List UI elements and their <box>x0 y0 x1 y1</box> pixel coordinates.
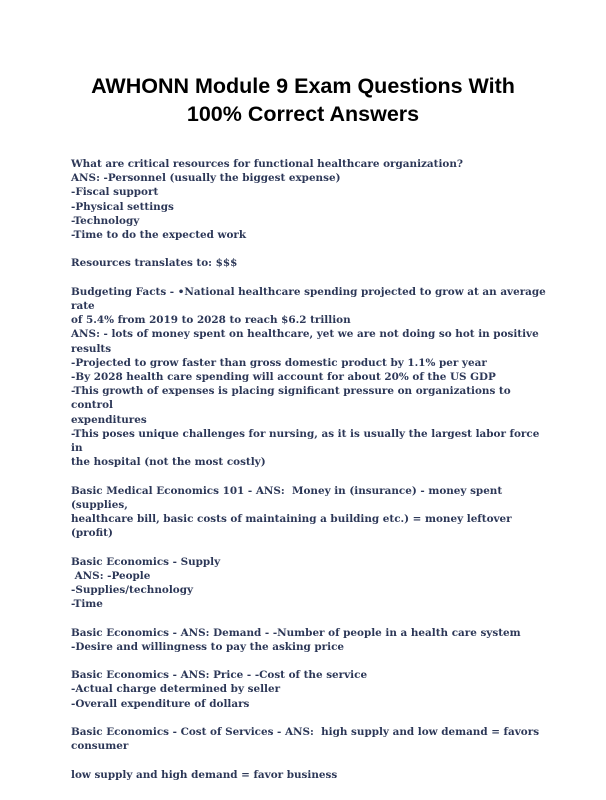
text-line: -Overall expenditure of dollars <box>71 697 250 710</box>
text-line: -Actual charge determined by seller <box>71 683 281 696</box>
text-line: -Time <box>71 598 103 611</box>
qa-block <box>71 256 551 270</box>
qa-block <box>71 626 551 654</box>
page-title-line: AWHONN Module 9 Exam Questions With <box>91 74 515 98</box>
qa-block <box>71 725 551 753</box>
text-line: -Fiscal support <box>71 186 159 199</box>
text-line: ANS: -Personnel (usually the biggest expense) <box>71 172 341 185</box>
qa-block <box>71 555 551 612</box>
qa-block <box>71 668 551 711</box>
text-line: results <box>71 342 112 355</box>
text-line: Basic Economics - Supply <box>71 555 221 568</box>
qa-block <box>71 768 551 782</box>
qa-block <box>71 157 551 242</box>
text-line: -Projected to grow faster than gross domestic product by 1.1% per year <box>71 356 487 369</box>
text-line: Basic Medical Economics 101 - ANS: Money in (insurance) - money spent (supplies, <box>71 484 506 511</box>
text-line: Basic Economics - Cost of Services - ANS: high supply and low demand = favors <box>71 726 540 739</box>
text-line: Resources translates to: $$$ <box>71 257 238 270</box>
text-line: What are critical resources for functional healthcare organization? <box>71 158 463 170</box>
text-line: -This growth of expenses is placing significant pressure on organizations to control <box>71 385 515 412</box>
document-body <box>71 157 551 796</box>
text-line: of 5.4% from 2019 to 2028 to reach $6.2 trillion <box>71 314 351 327</box>
text-line: -Desire and willingness to pay the asking price <box>71 640 345 653</box>
text-line: Basic Economics - ANS: Price - -Cost of the service <box>71 669 368 682</box>
text-line: low supply and high demand = favor business <box>71 768 338 781</box>
text-line: -Time to do the expected work <box>71 229 247 242</box>
text-line: Budgeting Facts - •National healthcare spending projected to grow at an average rate <box>71 285 550 312</box>
text-line: -This poses unique challenges for nursing, as it is usually the largest labor force in <box>71 427 543 455</box>
text-line: ANS: - lots of money spent on healthcare, yet we are not doing so hot in positive <box>71 328 539 341</box>
text-line: -Physical settings <box>71 200 174 213</box>
page-title <box>40 72 566 128</box>
text-line: healthcare bill, basic costs of maintaining a building etc.) = money leftover (profit) <box>71 513 516 540</box>
text-line: expenditures <box>71 413 147 426</box>
text-line: -Technology <box>71 214 140 227</box>
text-line: Basic Economics - ANS: Demand - -Number of people in a health care system <box>71 626 521 639</box>
text-line: ANS: -People <box>71 569 151 582</box>
text-line: the hospital (not the most costly) <box>71 456 266 469</box>
qa-block <box>71 285 551 470</box>
text-line: -By 2028 health care spending will account for about 20% of the US GDP <box>71 371 496 384</box>
qa-block <box>71 484 551 541</box>
page-title-line: 100% Correct Answers <box>186 102 420 126</box>
text-line: -Supplies/technology <box>71 584 194 597</box>
text-line: consumer <box>71 740 129 753</box>
